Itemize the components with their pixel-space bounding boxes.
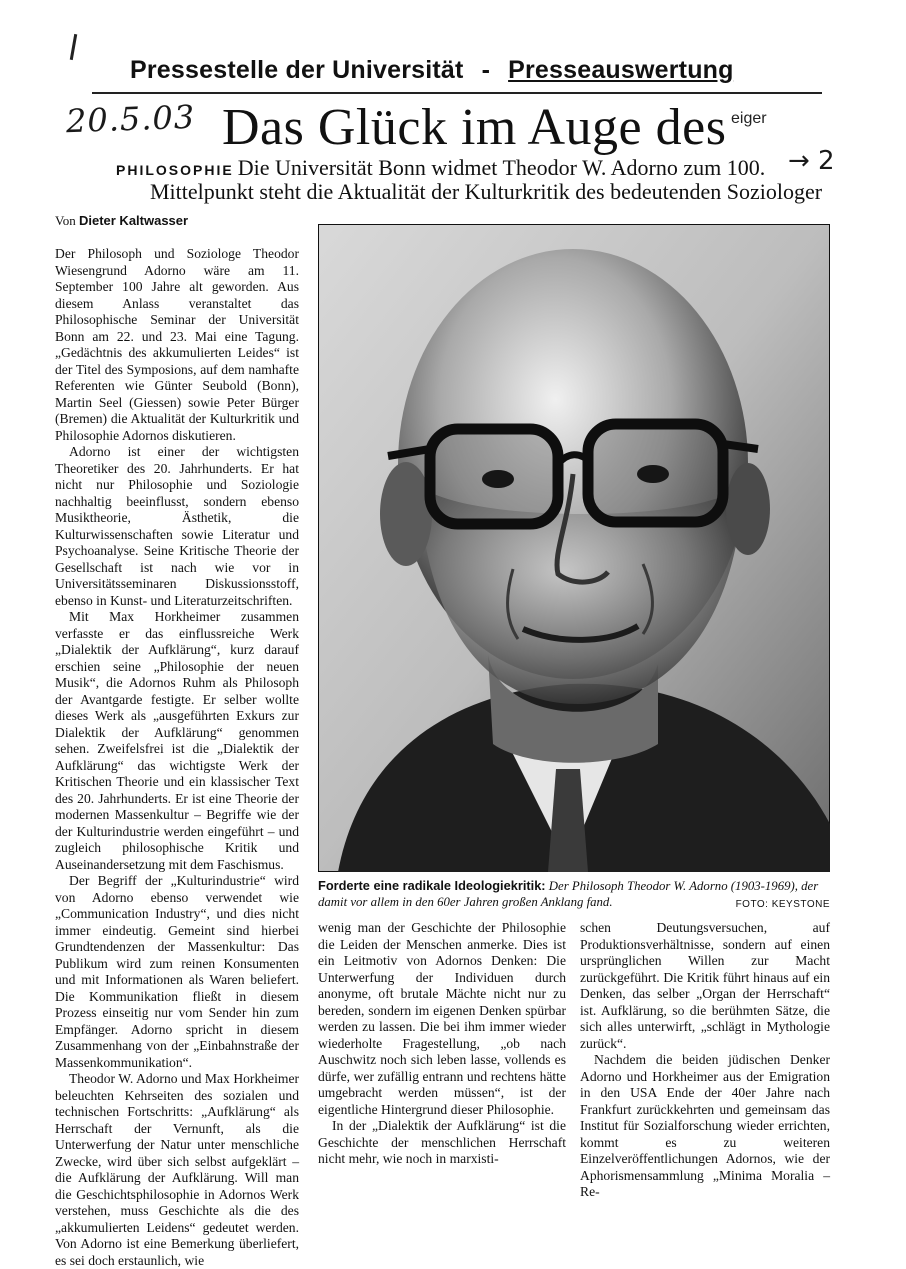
paragraph: schen Deutungsversuchen, auf Produktionsverhältnisse, sondern auf einen ursprünglichen Willen zur Macht zurückgeführt. Die Kritik führt hinaus auf ein Denken, das selber „Organ der Herrschaft“ ist. Aufklärung, so die berühmten Sätze, die sich alles unterwirft, „schlägt in Mythologie zurück“. <box>580 920 830 1051</box>
photo-credit: FOTO: KEYSTONE <box>735 899 830 910</box>
paragraph: Mit Max Horkheimer zusammen verfasste er das einflussreiche Werk „Dialektik der Aufklärung“, kurz darauf erschien seine „Philosophie der neuen Musik“, die Adornos Ruhm als Philosoph der Avantgarde festigte. Er selber wollte dieses Werk als „ausgeführten Exkurs zur Dialektik der Aufklärung“ genommen sehen. Zweifelsfrei ist die „Dialektik der Aufklärung“ das wichtigste Werk der Kritischen Theorie und ein klassischer Text des 20. Jahrhunderts. Er ist eine Theorie der modernen Massenkultur – Begriffe wie der der Kulturindustrie werden eingeführt – und zugleich philosophische Kritik und Auseinandersetzung mit dem Faschismus. <box>55 609 299 872</box>
paragraph: Der Begriff der „Kulturindustrie“ wird von Adorno ebenso verwendet wie „Communication Industry“, und dies nicht immer eindeutig. Gemeint sind hierbei Grundtendenzen der Massenkultur: Das Publikum wird zum reinen Konsumenten und mit Informationen als Waren beliefert. Die Kommunikation fließt in diesem Prozess einseitig nur vom Sender hin zum Empfänger. Adorno spricht in diesem Zusammenhang von der „Einbahnstraße der Massenkommunikation“. <box>55 873 299 1070</box>
caption-lead: Forderte eine radikale Ideologiekritik: <box>318 878 546 893</box>
article-column-1 <box>55 246 299 1269</box>
deck-line-2: Mittelpunkt steht die Aktualität der Kulturkritik des bedeutenden Soziologer <box>150 179 823 204</box>
paragraph: wenig man der Geschichte der Philosophie die Leiden der Menschen anmerke. Dies ist ein Leitmotiv von Adornos Denken: Die Unterwerfung der Individuen durch anonyme, oft brutale Mächte nicht nur zu bereden, sondern im eigenen Denken spürbar werden zu lassen. Die bei ihm immer wieder wiederholte Fragestellung, „ob nach Auschwitz noch sich leben lasse, vollends es dürfe, wer zufällig entrann und rechtens hätte umgebracht werden müssen“, ist der eigentliche Hintergrund dieser Philosophie. <box>318 920 566 1117</box>
byline-author: Dieter Kaltwasser <box>78 213 189 228</box>
masthead-left: Pressestelle der Universität <box>130 56 464 84</box>
article-column-3 <box>580 920 830 1201</box>
handwritten-arrow-note: → 2 <box>788 146 835 176</box>
masthead <box>130 56 810 85</box>
paragraph: Der Philosoph und Soziologe Theodor Wiesengrund Adorno wäre am 11. September 100 Jahre alt geworden. Aus diesem Anlass veranstaltet das Philosophische Seminar der Universität Bonn am 22. und 23. Mai eine Tagung. „Gedächtnis des akkumulierten Leides“ ist der Titel des Symposions, auf dem namhafte Referenten wie Günter Seubold (Bonn), Martin Seel (Giessen) sowie Peter Bürger (Bremen) die Aktualität der Kulturkritik und Philosophie Adornos diskutieren. <box>55 246 299 443</box>
section-kicker: PHILOSOPHIE <box>116 162 234 178</box>
adorno-portrait-photo <box>318 224 830 872</box>
masthead-dash: - <box>481 56 491 84</box>
masthead-right: Presseauswertung <box>508 56 734 84</box>
byline-prefix: Von <box>55 213 76 228</box>
deck-text-1: Die Universität Bonn widmet Theodor W. Adorno zum 100. <box>237 155 766 180</box>
paragraph: Nachdem die beiden jüdischen Denker Adorno und Horkheimer aus der Emigration in den USA Ende der 40er Jahre nach Frankfurt zurückkehrten und gemeinsam das Institut für Sozialforschung wieder errichten, kommt es zu weiteren Einzelveröffentlichungen Adornos, wie der Aphorismensammlung „Minima Moralia – Re- <box>580 1052 830 1199</box>
deck-line-1 <box>116 155 765 181</box>
paragraph: Theodor W. Adorno und Max Horkheimer beleuchten Kehrseiten des sozialen und technischen Fortschritts: „Aufklärung“ als Herrschaft der Vernunft, als die Unterwerfung der Natur unter menschliche Zwecke, wird über sich selbst aufgeklärt – die Aufklärung der Aufklärung. Will man die Geschichtsphilosophie in Adornos Werk verstehen, muss Geschichte als die des „akkumulierten Leidens“ gedeutet werden. Von Adorno ist eine Bemerkung überliefert, es sei doch erstaunlich, wie <box>55 1071 299 1268</box>
caption-body: Der Philosoph Theodor W. Adorno (1903-1969), der damit vor allem in den 60er Jahren großen Anklang fand. <box>318 879 819 909</box>
handwritten-date: 20.5.03 <box>65 97 196 141</box>
headline: Das Glück im Auge des <box>222 99 727 156</box>
paragraph: In der „Dialektik der Aufklärung“ ist die Geschichte der menschlichen Herrschaft nicht mehr, wie noch in marxisti- <box>318 1118 566 1166</box>
paragraph: Adorno ist einer der wichtigsten Theoretiker des 20. Jahrhunderts. Er hat nicht nur Philosophie und Soziologie nachhaltig beeinflusst, sondern ebenso Musiktheorie, Ästhetik, die Kulturwissenschaften sowie Literatur und Psychoanalyse. Seine Kritische Theorie der Gesellschaft ist nach wie vor in Universitätsseminaren Diskussionsstoff, ebenso in Kunst- und Literaturzeitschriften. <box>55 444 299 608</box>
masthead-rule <box>92 92 822 94</box>
article-column-2 <box>318 920 566 1168</box>
photo-caption <box>318 878 830 913</box>
headline-tail: eiger <box>731 110 767 127</box>
byline <box>55 213 188 229</box>
handwritten-slash-mark <box>70 34 77 60</box>
